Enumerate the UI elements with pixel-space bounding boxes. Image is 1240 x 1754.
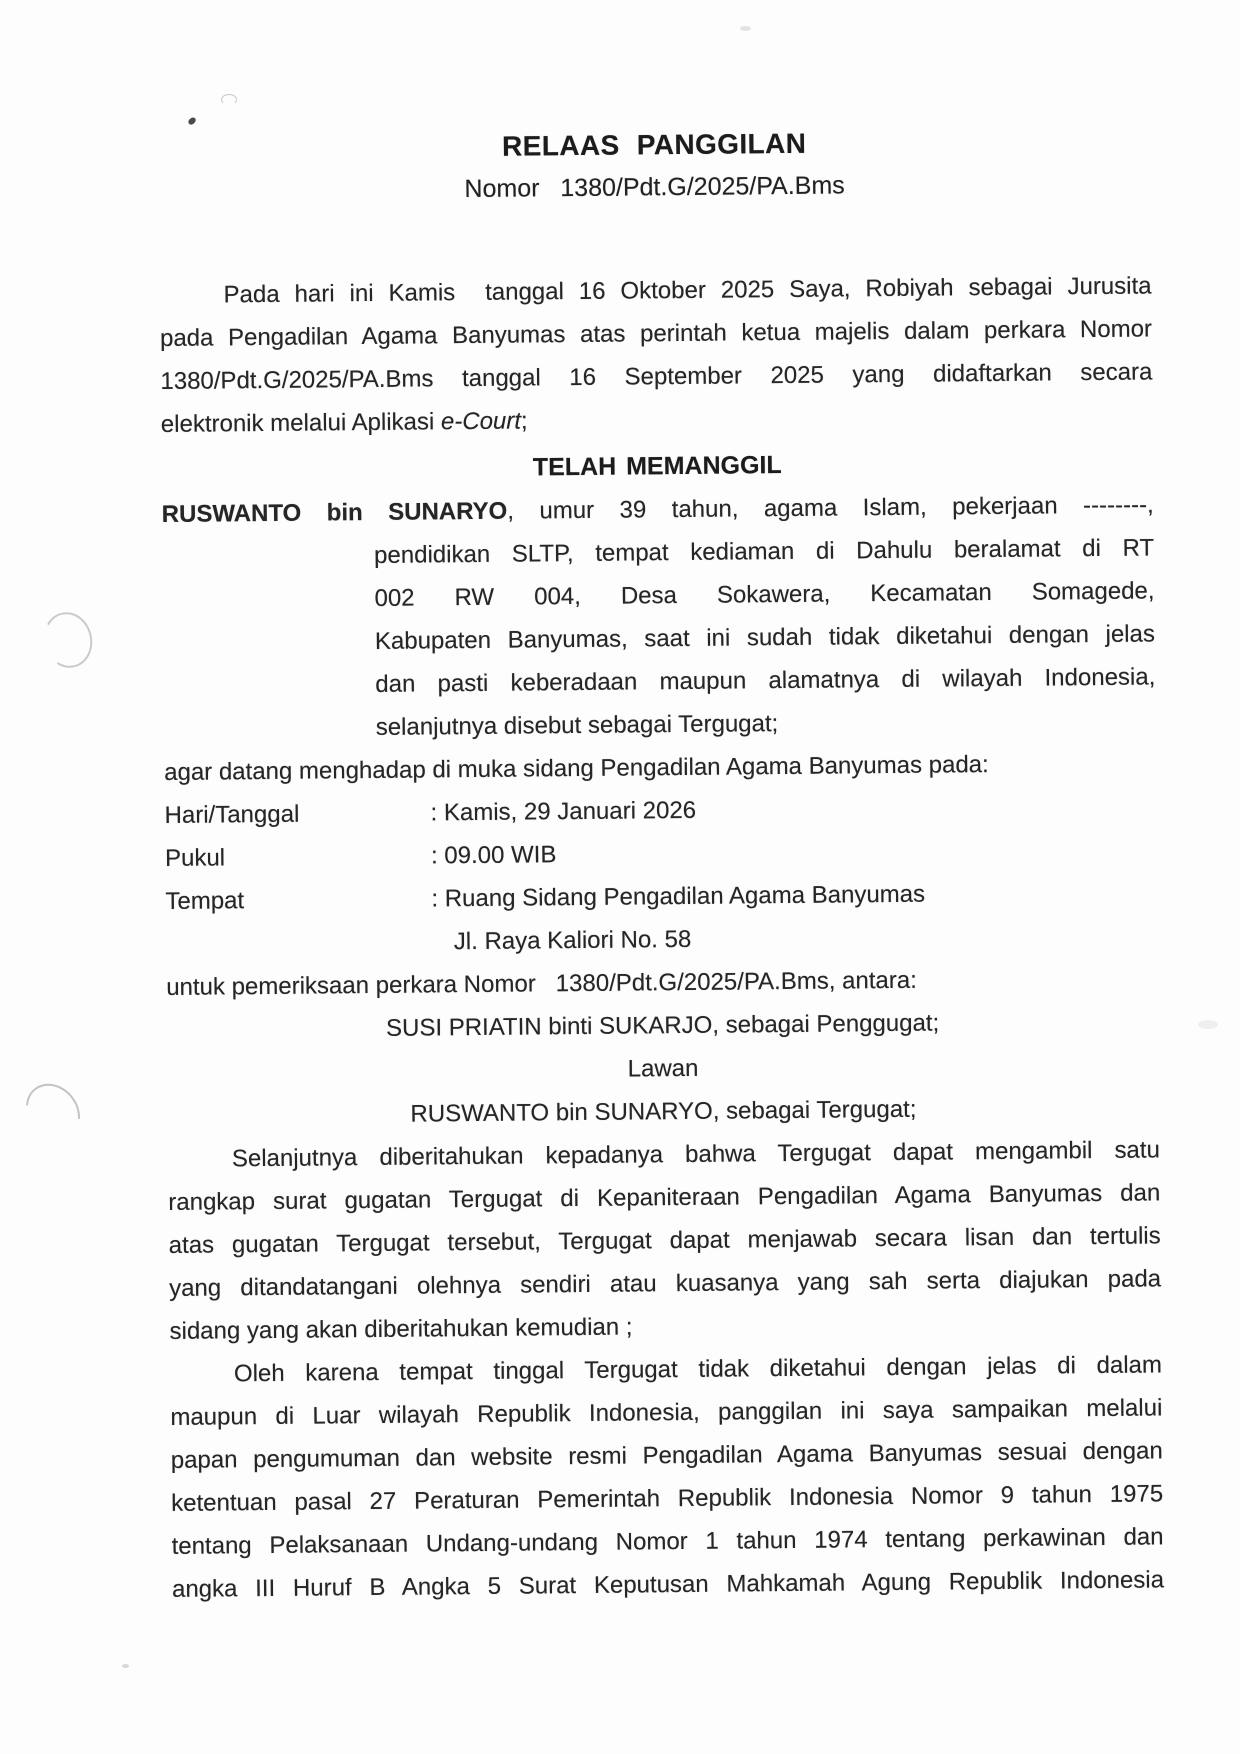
ecourt-app-name: e-Court	[440, 407, 522, 436]
opening-line-2: pada Pengadilan Agama Banyumas atas perintah ketua majelis dalam perkara Nomor	[159, 315, 1153, 352]
schedule-day-value: : Kamis, 29 Januari 2026	[430, 796, 697, 827]
notice-paragraph	[168, 1128, 1162, 1353]
notice-line-3: atas gugatan Tergugat tersebut, Tergugat dapat menjawab secara lisan dan tertulis	[168, 1222, 1161, 1259]
defendant-line-3: 002 RW 004, Desa Sokawera, Kecamatan Somagede,	[374, 577, 1155, 612]
scan-smudge-right	[1198, 1020, 1218, 1029]
versus-line: Lawan	[627, 1054, 699, 1083]
notice-line-4: yang ditandatangani olehnya sendiri atau kuasanya yang sah serta diajukan pada	[169, 1265, 1162, 1302]
defendant-party-line: RUSWANTO bin SUNARYO, sebagai Tergugat;	[410, 1095, 917, 1128]
defendant-line-4: Kabupaten Banyumas, saat ini sudah tidak diketahui dengan jelas	[374, 620, 1156, 655]
opening-line-4	[161, 393, 1153, 446]
opening-line-1: Pada hari ini Kamis tanggal 16 Oktober 2025 Saya, Robiyah sebagai Jurusita	[223, 272, 1152, 309]
scan-arc-artifact-lower	[15, 1073, 91, 1151]
document-title: RELAAS PANGGILAN	[501, 127, 807, 162]
closing-paragraph	[170, 1343, 1164, 1611]
appearance-intro-line: agar datang menghadap di muka sidang Pengadilan Agama Banyumas pada:	[164, 751, 989, 786]
closing-line-6: angka III Huruf B Angka 5 Surat Keputusan Mahkamah Agung Republik Indonesia	[171, 1566, 1165, 1603]
notice-line-5: sidang yang akan diberitahukan kemudian ;	[169, 1313, 633, 1345]
closing-line-2: maupun di Luar wilayah Republik Indonesia, panggilan ini saya sampaikan melalui	[170, 1394, 1163, 1431]
opening-line-4-text: elektronik melalui Aplikasi	[160, 408, 442, 438]
closing-line-5: tentang Pelaksanaan Undang-undang Nomor 1 tahun 1974 tentang perkawinan dan	[171, 1523, 1164, 1560]
scan-squiggle	[221, 94, 237, 105]
closing-line-4: ketentuan pasal 27 Peraturan Pemerintah Republik Indonesia Nomor 9 tahun 1975	[171, 1480, 1164, 1517]
scan-arc-artifact-upper	[38, 607, 98, 673]
scan-speck-bottom	[122, 1664, 129, 1668]
case-number-line: Nomor 1380/Pdt.G/2025/PA.Bms	[464, 171, 845, 204]
defendant-line-5: dan pasti keberadaan maupun alamatnya di wilayah Indonesia,	[375, 663, 1156, 698]
scan-speck	[187, 116, 197, 126]
notice-line-2: rangkap surat gugatan Tergugat di Kepaniteraan Pengadilan Agama Banyumas dan	[168, 1179, 1161, 1216]
schedule-place-label: Tempat	[165, 887, 245, 915]
schedule-time-value: : 09.00 WIB	[430, 841, 557, 870]
plaintiff-party-line: SUSI PRIATIN binti SUKARJO, sebagai Penggugat;	[385, 1009, 940, 1042]
scan-smudge-top	[740, 26, 751, 31]
opening-paragraph	[159, 264, 1153, 446]
closing-line-3: papan pengumuman dan website resmi Pengadilan Agama Banyumas sesuai dengan	[170, 1437, 1163, 1474]
defendant-name: RUSWANTO bin SUNARYO	[161, 497, 508, 528]
defendant-line-1-text: , umur 39 tahun, agama Islam, pekerjaan	[507, 492, 1084, 525]
schedule-time-label: Pukul	[164, 844, 226, 872]
opening-line-3: 1380/Pdt.G/2025/PA.Bms tanggal 16 September 2025 yang didaftarkan secara	[160, 358, 1153, 395]
notice-line-1: Selanjutnya diberitahukan kepadanya bahwa Tergugat dapat mengambil satu	[231, 1136, 1160, 1173]
opening-line-4-end: ;	[520, 407, 528, 435]
defendant-identity-block	[162, 483, 1156, 751]
document-content	[158, 118, 1164, 1610]
schedule-day-label: Hari/Tanggal	[164, 800, 300, 829]
closing-line-1: Oleh karena tempat tinggal Tergugat tidak diketahui dengan jelas di dalam	[233, 1351, 1163, 1388]
defendant-line-6: selanjutnya disebut sebagai Tergugat;	[375, 710, 779, 741]
defendant-line-2: pendidikan SLTP, tempat kediaman di Dahulu beralamat di RT	[373, 534, 1155, 569]
schedule-place-address-line2: Jl. Raya Kaliori No. 58	[453, 925, 692, 956]
schedule-place-value: : Ruang Sidang Pengadilan Agama Banyumas	[431, 880, 926, 913]
defendant-occupation-dashes: --------,	[1082, 491, 1154, 520]
case-examination-line: untuk pemeriksaan perkara Nomor 1380/Pdt.G/2025/PA.Bms, antara:	[166, 966, 917, 1001]
summon-heading: TELAH MEMANGGIL	[532, 451, 782, 482]
